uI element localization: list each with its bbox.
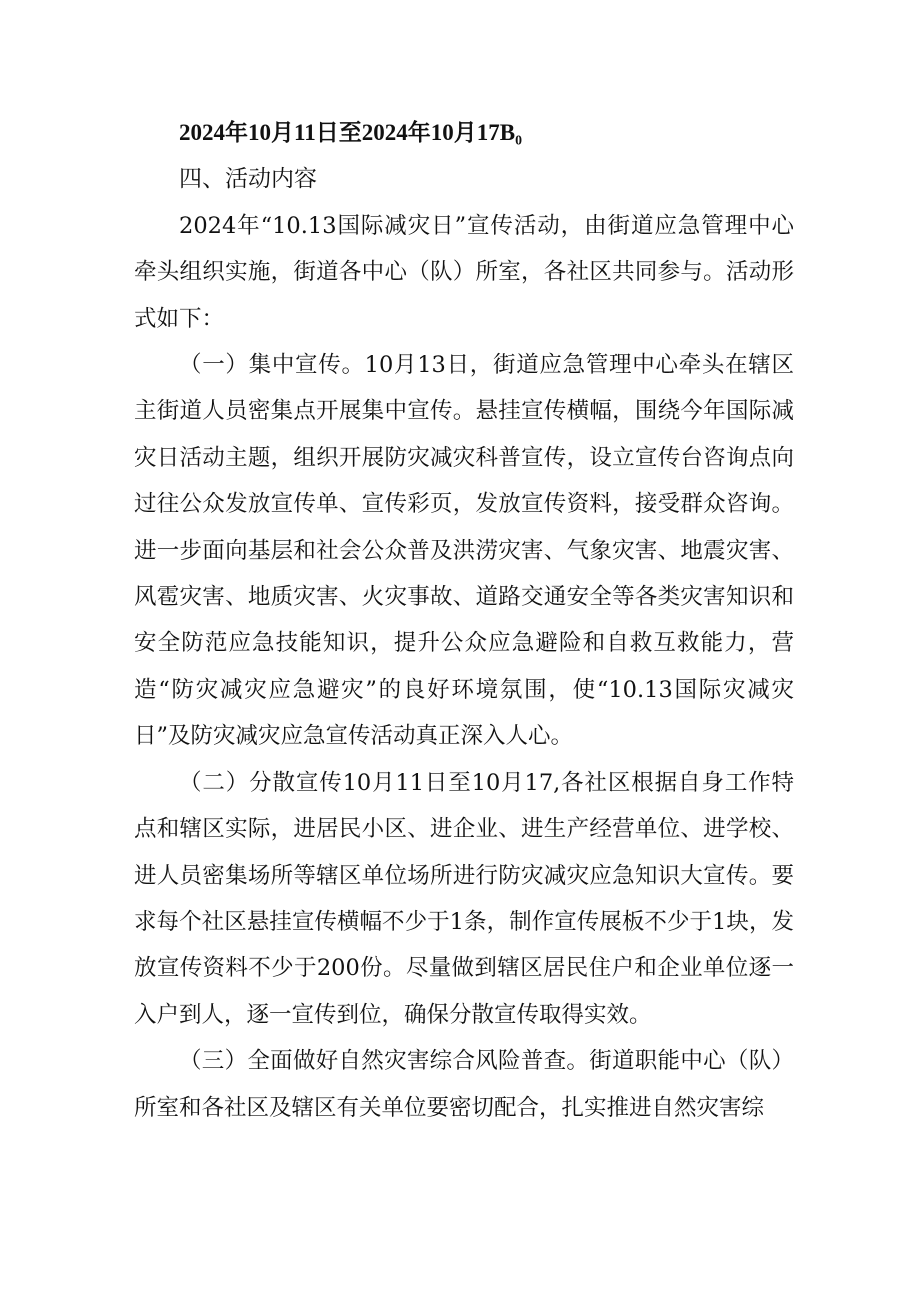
intro-paragraph: 2024年“10.13国际减灾日”宣传活动，由街道应急管理中心牵头组织实施，街道各中心（队）所室，各社区共同参与。活动形式如下： [134, 212, 794, 332]
date-range-line: 2024年10月11日至2024年10月17B₀ [179, 120, 522, 145]
document-body [134, 110, 794, 1131]
centralized-publicity-paragraph: （一）集中宣传。10月13日，街道应急管理中心牵头在辖区主街道人员密集点开展集中宣传。悬挂宣传横幅，围绕今年国际减灾日活动主题，组织开展防灾减灾科普宣传，设立宣传台咨询点向过往公众发放宣传单、宣传彩页，发放宣传资料，接受群众咨询。进一步面向基层和社会公众普及洪涝灾害、气象灾害、地震灾害、风雹灾害、地质灾害、火灾事故、道路交通安全等各类灾害知识和安全防范应急技能知识，提升公众应急避险和自救互救能力，营造“防灾减灾应急避灾”的良好环境氛围，使“10.13国际灾减灾日”及防灾减灾应急宣传活动真正深入人心。 [134, 352, 794, 750]
risk-survey-paragraph: （三）全面做好自然灾害综合风险普查。街道职能中心（队）所室和各社区及辖区有关单位要密切配合，扎实推进自然灾害综 [134, 1048, 794, 1121]
distributed-publicity-paragraph: （二）分散宣传10月11日至10月17,各社区根据自身工作特点和辖区实际，进居民小区、进企业、进生产经营单位、进学校、进人员密集场所等辖区单位场所进行防灾减灾应急知识大宣传。要求每个社区悬挂宣传横幅不少于1条，制作宣传展板不少于1块，发放宣传资料不少于200份。尽量做到辖区居民住户和企业单位逐一入户到人，逐一宣传到位，确保分散宣传取得实效。 [134, 769, 794, 1028]
section-heading: 四、活动内容 [179, 166, 317, 193]
